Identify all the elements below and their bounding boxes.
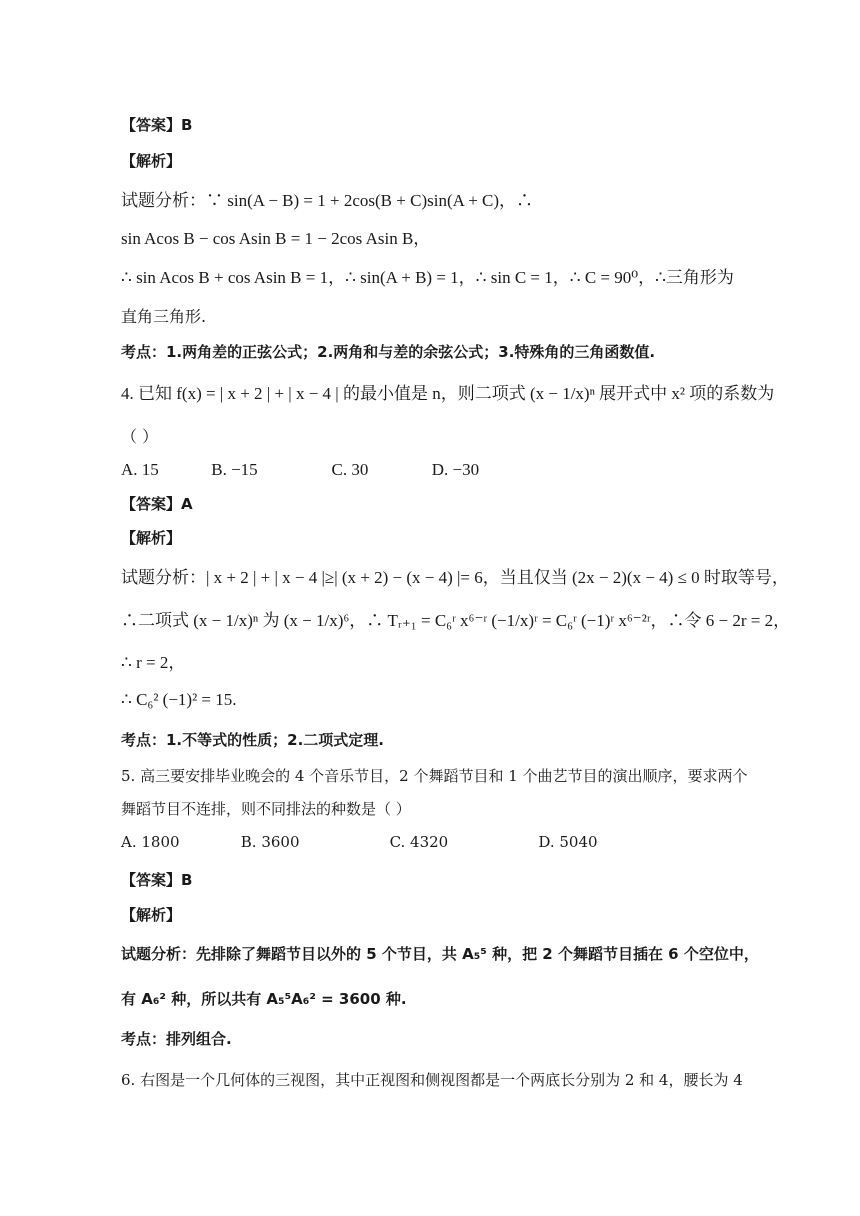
q4-option-a: A. 15 xyxy=(121,460,159,479)
q5-answer: 【答案】B xyxy=(121,871,193,889)
q4-analysis-heading: 【解析】 xyxy=(121,529,182,547)
q3-answer: 【答案】B xyxy=(121,116,193,134)
q4-answer: 【答案】A xyxy=(121,495,193,513)
q5-options xyxy=(121,831,800,853)
q5-option-c: C. 4320 xyxy=(389,833,449,851)
q4-option-b: B. −15 xyxy=(211,460,258,479)
q5-analysis-line2: 有 A₆² 种，所以共有 A₅⁵A₆² = 3600 种. xyxy=(121,990,407,1008)
q4-analysis-line2: ∴二项式 (x − 1/x)ⁿ 为 (x − 1/x)⁶，∴ Tᵣ₊₁ = C₆ʳ x⁶⁻ʳ (−1/x)ʳ = C₆ʳ (−1)ʳ x⁶⁻²ʳ，∴令 6 − 2r = 2， xyxy=(121,611,791,630)
q4-points: 考点：1.不等式的性质；2.二项式定理. xyxy=(121,731,384,749)
q6-stem-line1: 6. 右图是一个几何体的三视图，其中正视图和侧视图都是一个两底长分别为 2 和 4，腰长为 4 xyxy=(121,1071,743,1089)
q3-analysis-heading: 【解析】 xyxy=(121,152,182,170)
q4-options xyxy=(121,459,800,481)
q3-analysis-line3: ∴ sin Acos B + cos Asin B = 1，∴ sin(A + B) = 1，∴ sin C = 1，∴ C = 90⁰，∴三角形为 xyxy=(121,268,734,287)
q5-option-b: B. 3600 xyxy=(240,833,300,851)
q3-analysis-line2: sin Acos B − cos Asin B = 1 − 2cos Asin B， xyxy=(121,229,431,248)
q5-analysis-heading: 【解析】 xyxy=(121,906,182,924)
q5-points: 考点：排列组合. xyxy=(121,1030,232,1048)
q5-stem-line1: 5. 高三要安排毕业晚会的 4 个音乐节目，2 个舞蹈节目和 1 个曲艺节目的演出顺序，要求两个 xyxy=(121,767,748,785)
q3-analysis-line1: 试题分析：∵ sin(A − B) = 1 + 2cos(B + C)sin(A + C)，∴ xyxy=(121,191,534,210)
q4-analysis-line1: 试题分析：| x + 2 | + | x − 4 |≥| (x + 2) − (x − 4) |= 6，当且仅当 (2x − 2)(x − 4) ≤ 0 时取等号， xyxy=(121,568,789,587)
q3-points: 考点：1.两角差的正弦公式；2.两角和与差的余弦公式；3.特殊角的三角函数值. xyxy=(121,343,656,361)
q5-option-a: A. 1800 xyxy=(121,833,180,851)
q4-stem-line2: （ ） xyxy=(121,427,159,446)
q4-option-c: C. 30 xyxy=(331,460,369,479)
q4-analysis-line4: ∴ C₆² (−1)² = 15. xyxy=(121,690,237,709)
q5-option-d: D. 5040 xyxy=(538,833,598,851)
q4-stem-line1: 4. 已知 f(x) = | x + 2 | + | x − 4 | 的最小值是 n，则二项式 (x − 1/x)ⁿ 展开式中 x² 项的系数为 xyxy=(121,384,775,403)
q5-stem-line2: 舞蹈节目不连排，则不同排法的种数是（ ） xyxy=(121,800,411,818)
q5-analysis-line1: 试题分析：先排除了舞蹈节目以外的 5 个节目，共 A₅⁵ 种，把 2 个舞蹈节目插在 6 个空位中， xyxy=(121,945,759,963)
q4-option-d: D. −30 xyxy=(431,460,480,479)
q3-analysis-line4: 直角三角形. xyxy=(121,307,207,326)
q4-analysis-line3: ∴ r = 2， xyxy=(121,653,186,672)
